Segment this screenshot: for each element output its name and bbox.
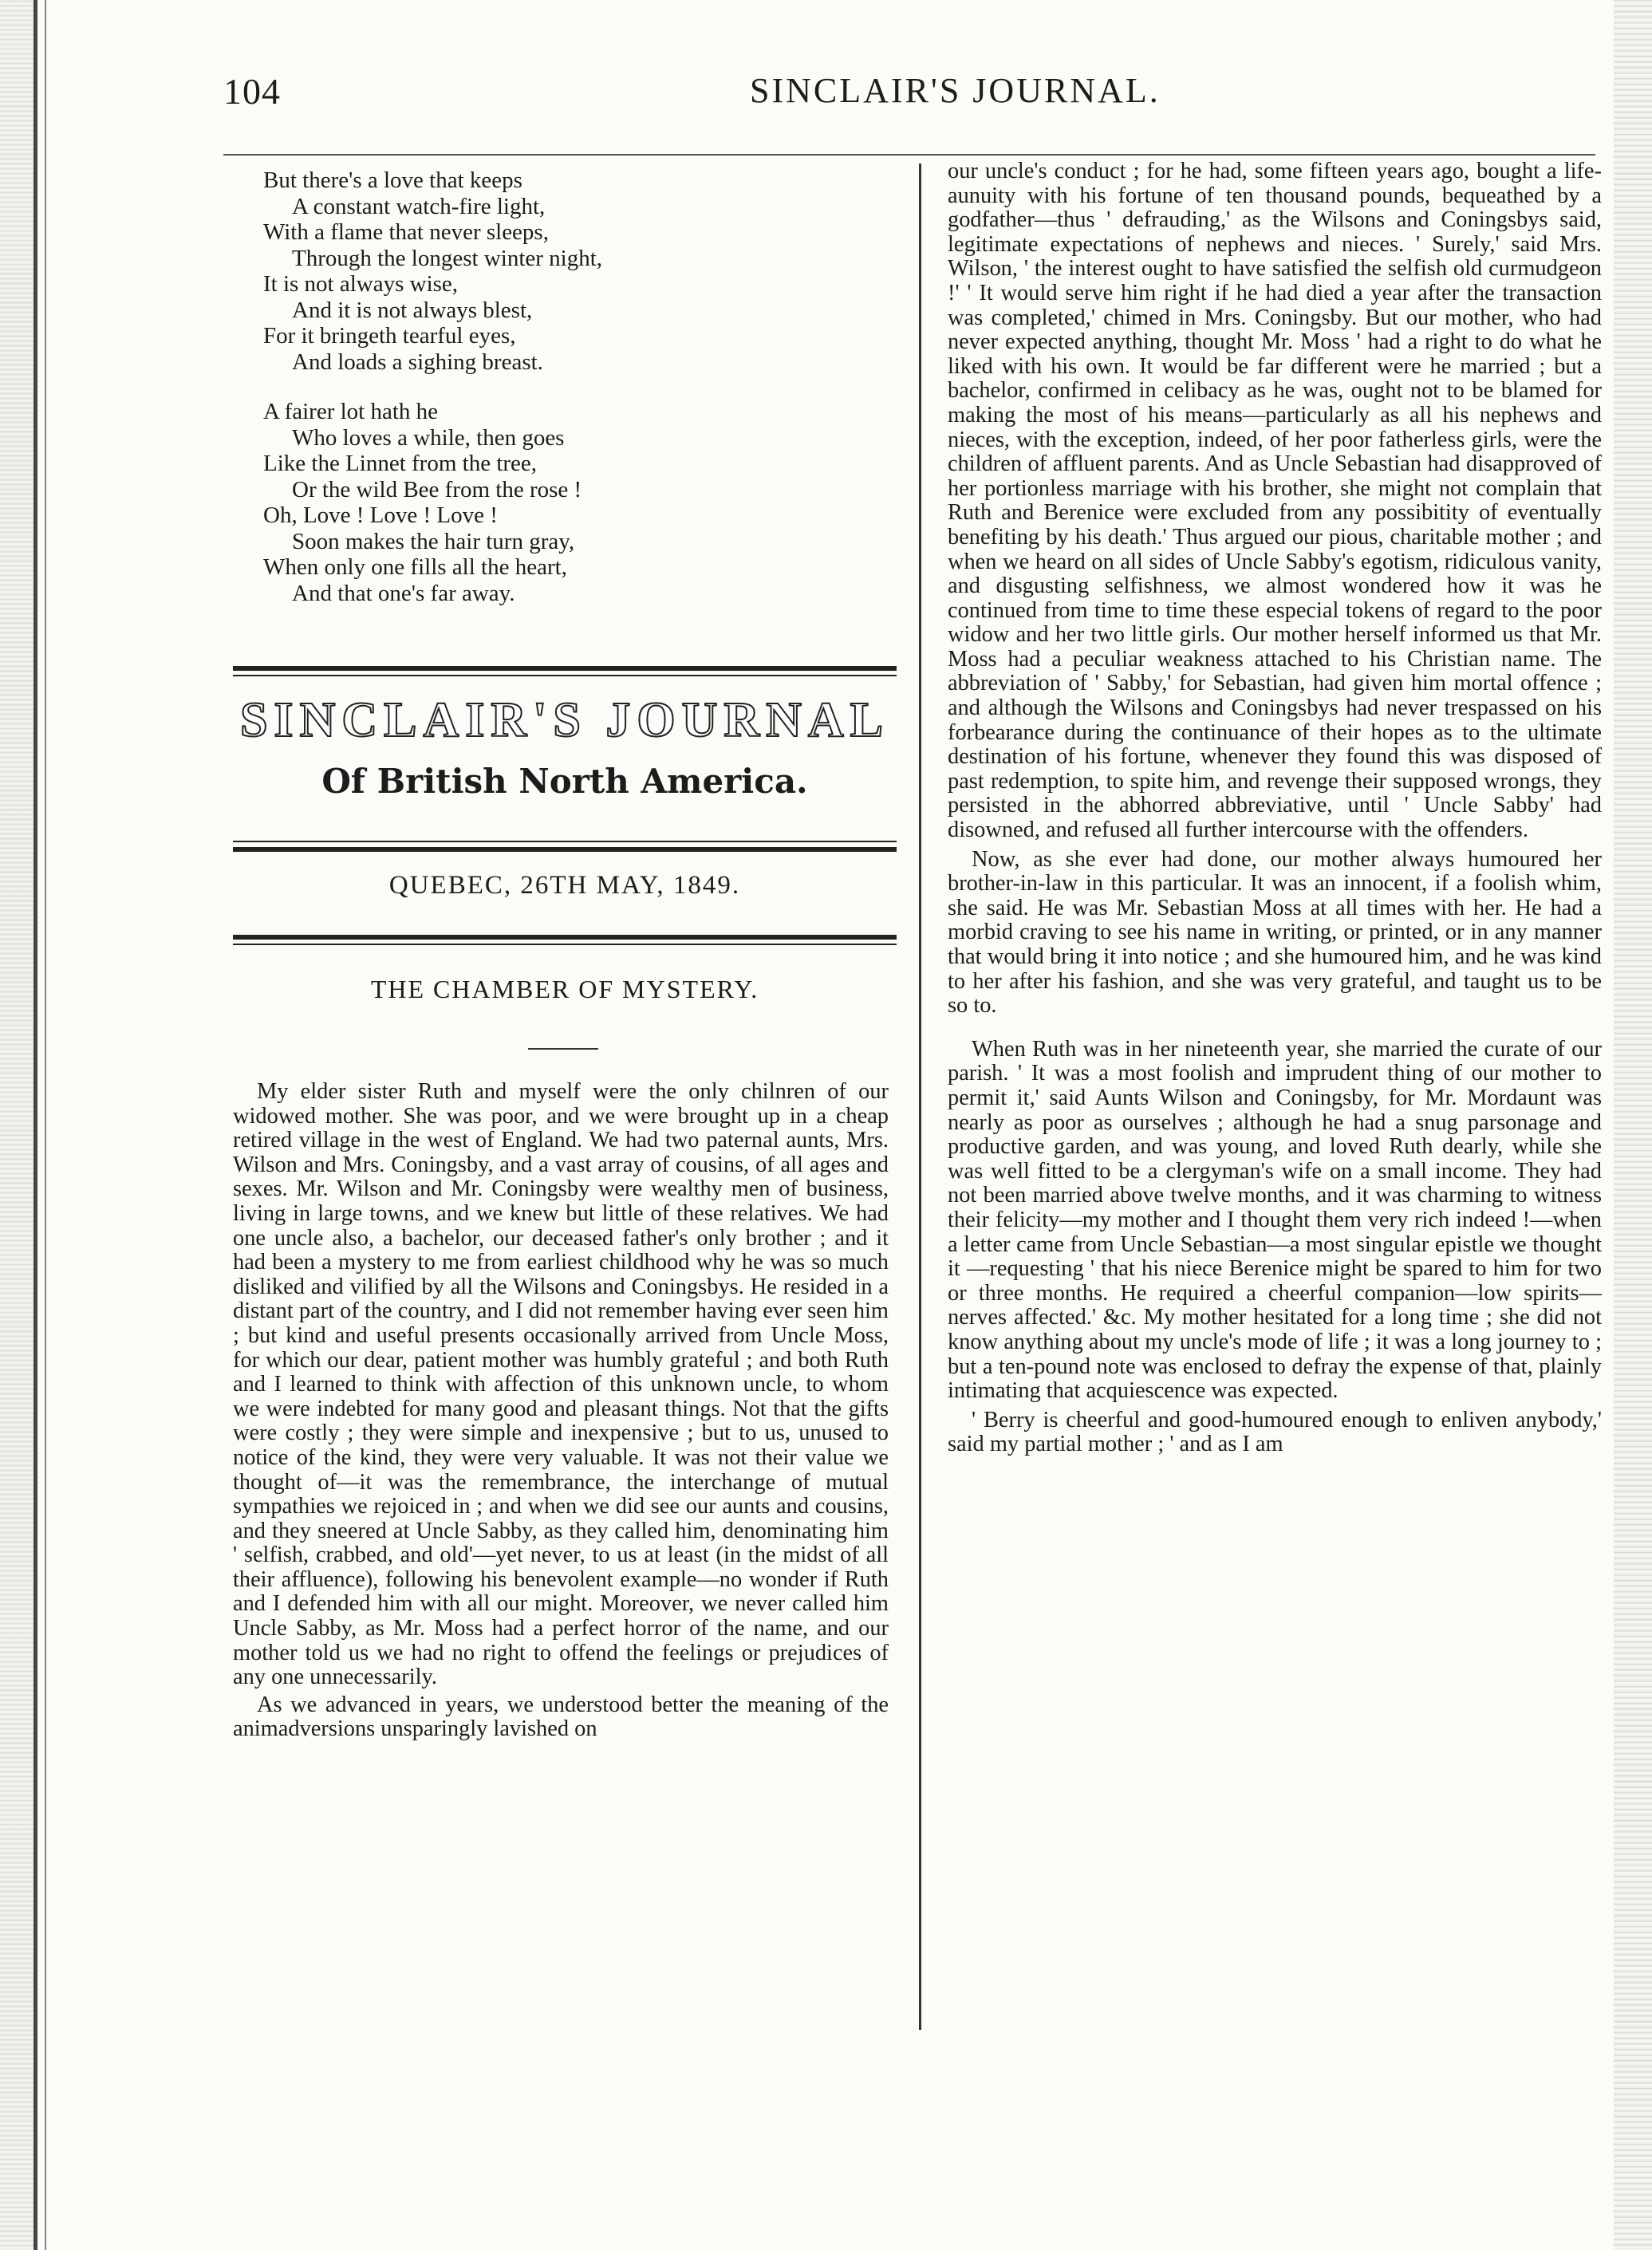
masthead-rule [233,841,897,842]
poem-line: But there's a love that keeps [263,167,522,193]
masthead-rule [233,666,897,671]
poem-line: Soon makes the hair turn gray, [292,528,575,554]
page-header [215,70,1587,126]
poem-line: For it bringeth tearful eyes, [263,323,516,349]
title-rule [528,1048,598,1050]
poem [263,167,893,606]
stanza-break [263,375,893,399]
story-column-right [948,160,1602,1457]
story-paragraph: Now, as she ever had done, our mother always humoured her brother-in-law in this particular. It was an innocent, if a foolish whim, she said. He was Mr. Sebastian Moss at all times with her. He had a morbid craving to see his name in writing, or printed, or in any manner that would bring it into notice ; and she humoured him, and he was kind to her after his fashion, and she was very grateful, and taught us to be so to. [948,846,1602,1019]
story-paragraph: our uncle's conduct ; for he had, some fifteen years ago, bought a life-aunuity with his fortune of ten thousand pounds, bequeathed by a godfather—thus ' defrauding,' as the Wilsons and Coningsbys said, legitimate expectations of nephews and nieces. ' Surely,' said Mrs. Wilson, ' the interest ought to have satisfied the selfish old curmudgeon !' ' It would serve him right if he had died a year after the transaction was completed,' chimed in Mrs. Coningsby. But our mother, who had never expected anything, thought Mr. Moss ' had a right to do what he liked with his own. It would be far different were he married ; but a bachelor, confirmed in celibacy as he was, ought not to be blamed for making the most of his means—particularly as all his nephews and nieces, with the exception, indeed, of her poor fatherless girls, were the children of affluent parents. And as Uncle Sebastian had disapproved of her portionless marriage with his brother, she might not complain that Ruth and Berenice were excluded from any possibitity of eventually benefiting by his death.' Thus argued our pious, charitable mother ; and when we heard on all sides of Uncle Sabby's egotism, ridiculous vanity, and disgusting selfishness, we almost wondered how it was he continued from time to time these especial tokens of regard to the poor widow and her two little girls. Our mother herself informed us that Mr. Moss had a peculiar weakness attached to his Christian name. The abbreviation of ' Sabby,' for Sebastian, had given him mortal offence ; and although the Wilsons and Coningsbys had never trespassed on his forbearance during the continuance of their hopes as to the ultimate destination of his fortune, whenever they found this was disposed of past redemption, to spite him, and revenge their supposed wrongs, they persisted in the abhorred abbreviative, until ' Uncle Sabby' had disowned, and refused all further intercourse with the offenders. [948,159,1602,843]
page-number: 104 [223,71,281,112]
story-paragraph: As we advanced in years, we understood better the meaning of the animadversions unsparingly lavished on [233,1692,889,1742]
running-title: SINCLAIR'S JOURNAL. [750,71,1161,110]
story-title: THE CHAMBER OF MYSTERY. [370,975,759,1003]
masthead-title: SINCLAIR'S JOURNAL [239,693,890,747]
binding-rule-thin [45,0,46,2250]
poem-line: Like the Linnet from the tree, [263,451,538,476]
poem-line: When only one fills all the heart, [263,554,567,580]
section-rule [233,935,897,940]
masthead-rule [233,675,897,676]
story-paragraph: My elder sister Ruth and myself were the only chilnren of our widowed mother. She was poor, and we were brought up in a cheap retired village in the west of England. We had two paternal aunts, Mrs. Wilson and Mrs. Coningsby, and a vast array of cousins, of all ages and sexes. Mr. Wilson and Mr. Coningsby were wealthy men of business, living in large towns, and we knew but little of these relatives. We had one uncle also, a bachelor, our deceased father's only brother ; and it had been a mystery to me from earliest childhood why he was so much disliked and vilified by all the Wilsons and Coningsbys. He resided in a distant part of the country, and I did not remember having ever seen him ; but kind and useful presents occasionally arrived from Uncle Moss, for which our dear, patient mother was humbly grateful ; and both Ruth and I learned to think with affection of this unknown uncle, to whom we were indebted for many good and pleasant things. Not that the gifts were costly ; they were simple and inexpensive ; but to us, unused to notice of the kind, they were very valuable. It was not their value we thought of—it was the remembrance, the interchange of mutual sympathies we rejoiced in ; and when we did see our aunts and cousins, and they sneered at Uncle Sabby, as they called him, denominating him ' selfish, crabbed, and old'—yet never, to us at least (in the midst of all their affluence), following his benevolent example—no wonder if Ruth and I defended him with all our might. Moreover, we never called him Uncle Sabby, as Mr. Moss had a perfect horror of the name, and our mother told us we had no right to offend the feelings or prejudices of any one unnecessarily. [233,1079,889,1690]
poem-line: And that one's far away. [292,580,515,606]
poem-line: Through the longest winter night, [292,245,603,271]
poem-line: A fairer lot hath he [263,399,439,424]
poem-line: With a flame that never sleeps, [263,219,549,245]
poem-line: Or the wild Bee from the rose ! [292,476,582,502]
poem-line: A constant watch-fire light, [292,193,546,219]
scan-edge-right [1614,0,1652,2250]
story-paragraph: When Ruth was in her nineteenth year, she married the curate of our parish. ' It was a most foolish and imprudent thing of our mother to permit it,' said Aunts Wilson and Coningsby, for Mr. Mordaunt was nearly as poor as ourselves ; although he had a snug parsonage and productive garden, and was young, and loved Ruth dearly, while she was well fitted to be a clergyman's wife on a small income. They had not been married above twelve months, and it was charming to witness their felicity—my mother and I thought them very rich indeed !—when a letter came from Uncle Sebastian—a most singular epistle we thought it —requesting ' that his niece Berenice might be spared to him for two or three months. He required a cheerful companion—low spirits—nerves affected.' &c. My mother hesitated for a long time ; she did not know anything about my uncle's mode of life ; it was a long journey to ; but a ten-pound note was enclosed to defray the expense of that, plainly intimating that acquiescence was expected. [948,1036,1602,1404]
poem-line: And it is not always blest, [292,297,533,323]
story-paragraph: ' Berry is cheerful and good-humoured enough to enliven anybody,' said my partial mother ; ' and as I am [948,1407,1602,1457]
poem-line: Oh, Love ! Love ! Love ! [263,502,498,528]
scan-edge-left [0,0,34,2250]
binding-rule [34,0,37,2250]
column-divider [919,164,921,2030]
poem-line: And loads a sighing breast. [292,349,543,375]
header-rule [223,154,1595,156]
section-rule [233,944,897,945]
poem-line: Who loves a while, then goes [292,424,565,451]
story-column-left [233,1080,889,1742]
poem-line: It is not always wise, [263,271,459,297]
masthead-rule [233,847,897,852]
dateline: QUEBEC, 26TH MAY, 1849. [388,871,741,900]
masthead-subtitle: Of British North America. [321,762,808,801]
